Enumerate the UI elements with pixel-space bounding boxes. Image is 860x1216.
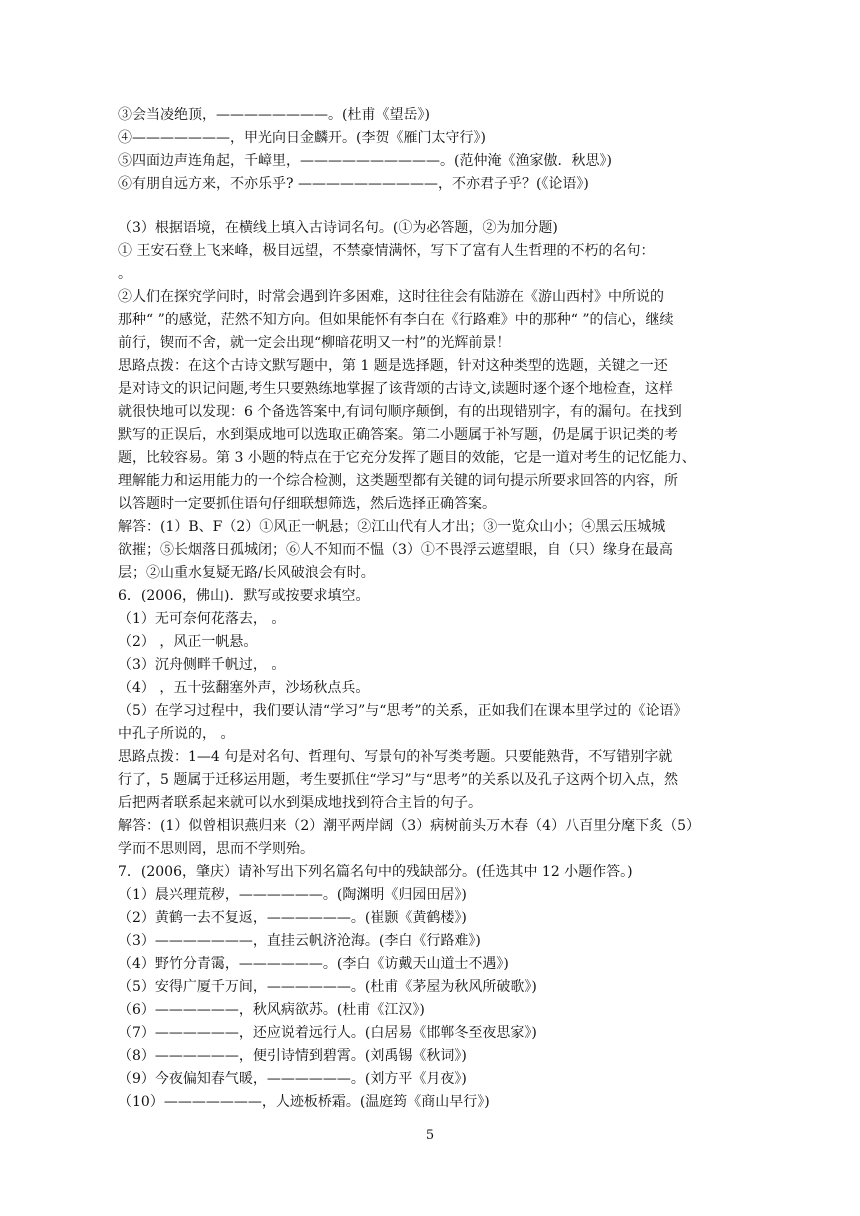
text-line: 是对诗文的识记问题,考生只要熟练地掌握了该背颂的古诗文,读题时逐个逐个地检查，这样 (118, 381, 673, 397)
text-line: （5）在学习过程中，我们要认清“学习”与“思考”的关系，正如我们在课本里学过的《论语》 (118, 703, 688, 719)
text-line: （1）晨兴理荒秽，——————。(陶渊明《归园田居》) (118, 887, 467, 903)
text-line: （2）黄鹤一去不复返，——————。(崔颢《黄鹤楼》) (118, 910, 467, 926)
text-line: （6）——————，秋风病欲苏。(杜甫《江汉》) (118, 1002, 425, 1018)
text-line: ⑤四面边声连角起，千嶂里，——————————。(范仲淹《渔家傲．秋思》) (118, 153, 612, 169)
text-line: （8）——————，便引诗情到碧霄。(刘禹锡《秋词》) (118, 1048, 467, 1064)
text-line: 行了，5 题属于迁移运用题，考生要抓住“学习”与“思考”的关系以及孔子这两个切入点，然 (118, 772, 678, 788)
text-line: 层；②山重水复疑无路/长风破浪会有时。 (118, 565, 375, 581)
text-line: 那种“ ”的感觉，茫然不知方向。但如果能怀有李白在《行路难》中的那种“ ”的信心，继续 (118, 312, 674, 328)
text-line: （9）今夜偏知春气暖，——————。(刘方平《月夜》) (118, 1071, 467, 1087)
text-line: （1）无可奈何花落去， 。 (118, 611, 286, 627)
text-line: 默写的正误后，水到渠成地可以选取正确答案。第二小题属于补写题，仍是属于识记类的考 (118, 427, 678, 443)
text-line: 。 (118, 266, 132, 282)
text-line: （10）———————，人迹板桥霜。(温庭筠《商山早行》) (118, 1094, 490, 1110)
text-line: （2） ，风正一帆悬。 (118, 634, 258, 650)
text-line: 就很快地可以发现：6 个备选答案中,有词句顺序颠倒，有的出现错别字，有的漏句。在找到 (118, 404, 682, 420)
text-line: 思路点拨：在这个古诗文默写题中，第 1 题是选择题，针对这种类型的选题，关键之一还 (118, 358, 668, 374)
text-line: 解答：(1）似曾相识燕归来（2）潮平两岸阔（3）病树前头万木春（4）八百里分麾下炙（5） (118, 818, 700, 834)
text-line: 前行，锲而不舍，就一定会出现“柳暗花明又一村”的光辉前景！ (118, 335, 511, 351)
text-line: ⑥有朋自远方来，不亦乐乎? ——————————，不亦君子乎？(《论语》) (118, 176, 589, 192)
text-line: 后把两者联系起来就可以水到渠成地找到符合主旨的句子。 (118, 795, 482, 811)
text-line: ②人们在探究学问时，时常会遇到许多困难，这时往往会有陆游在《游山西村》中所说的 (118, 289, 664, 305)
text-line: ③会当凌绝顶，————————。(杜甫《望岳》) (118, 107, 430, 123)
text-line: 题，比较容易。第 3 小题的特点在于它充分发挥了题目的效能，它是一道对考生的记忆能力、 (118, 450, 696, 466)
text-line: （4） ，五十弦翻塞外声，沙场秋点兵。 (118, 680, 370, 696)
text-line: 以答题时一定要抓住语句仔细联想筛选，然后选择正确答案。 (118, 496, 496, 512)
text-line: （5）安得广厦千万间，——————。(杜甫《茅屋为秋风所破歌》) (118, 979, 537, 995)
text-line: （4）野竹分青霭，——————。(李白《访戴天山道士不遇》) (118, 956, 509, 972)
text-line: 欲摧；⑤长烟落日孤城闭；⑥人不知而不愠（3）①不畏浮云遮望眼，自（只）缘身在最高 (118, 542, 673, 558)
text-line: 理解能力和运用能力的一个综合检测，这类题型都有关键的词句提示所要求回答的内容，所 (118, 473, 678, 489)
text-line: 解答：(1）B、F（2）①风正一帆悬；②江山代有人才出；③一览众山小；④黑云压城城 (118, 519, 666, 535)
text-line: ① 王安石登上飞来峰，极目远望，不禁豪情满怀，写下了富有人生哲理的不朽的名句： (118, 243, 655, 259)
page-number: 5 (425, 1128, 435, 1143)
text-line: 6．(2006，佛山)．默写或按要求填空。 (118, 588, 370, 604)
text-line: 学而不思则罔，思而不学则殆。 (118, 841, 314, 857)
text-line: 思路点拨：1—4 句是对名句、哲理句、写景句的补写类考题。只要能熟背，不写错别字就 (118, 749, 673, 765)
text-line: （3）根据语境，在横线上填入古诗词名句。(①为必答题，②为加分题) (118, 220, 558, 236)
text-line: （3）沉舟侧畔千帆过， 。 (118, 657, 286, 673)
text-line: （3）———————，直挂云帆济沧海。(李白《行路难》) (118, 933, 481, 949)
text-line: 7．(2006，肇庆）请补写出下列名篇名句中的残缺部分。(任选其中 12 小题作答。) (118, 864, 633, 880)
text-line: 中孔子所说的， 。 (118, 726, 235, 742)
text-line: ④———————，甲光向日金麟开。(李贺《雁门太守行》) (118, 130, 486, 146)
text-line: （7）——————，还应说着远行人。(白居易《邯郸冬至夜思家》) (118, 1025, 537, 1041)
